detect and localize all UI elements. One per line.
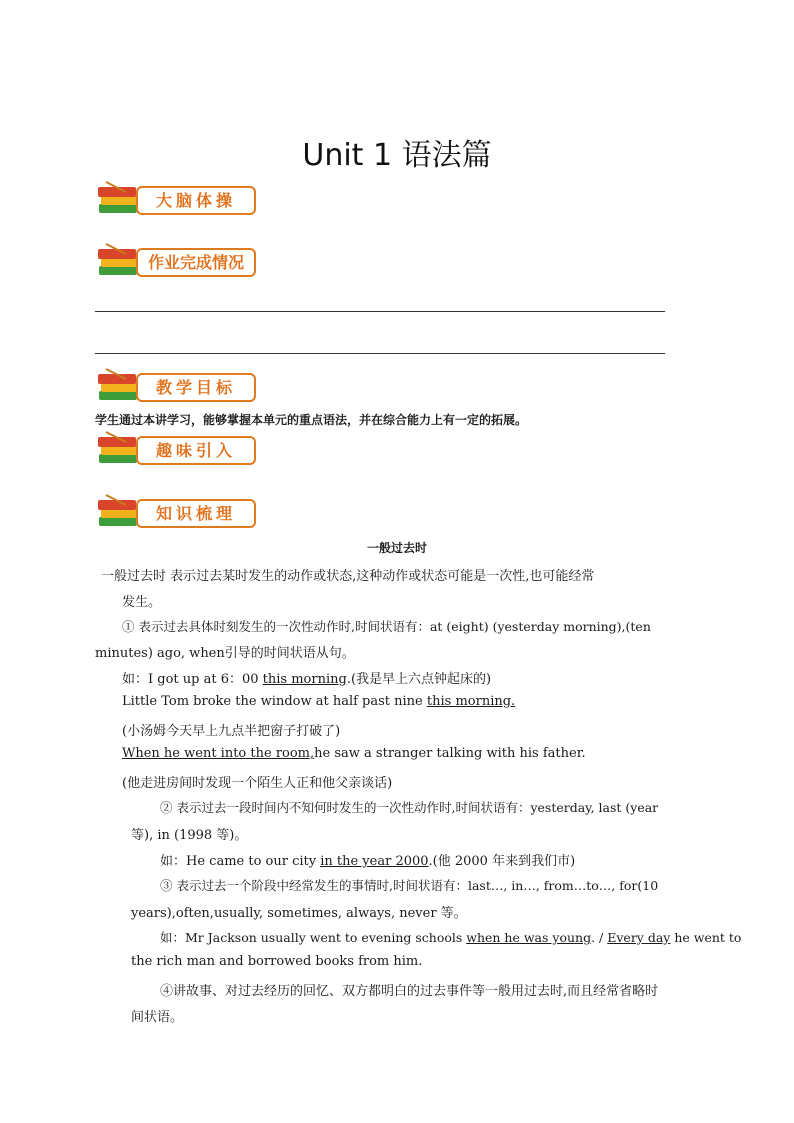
text-line: 发生。 [122,595,162,610]
text: 如：Mr Jackson usually went to evening schools [160,930,467,945]
example-line [160,850,575,869]
page-title: Unit 1 语法篇 [302,138,492,173]
badge-label: 作业完成情况 [136,248,256,277]
example-line [122,694,515,709]
text-line: (他走进房间时发现一个陌生人正和他父亲谈话) [122,776,393,791]
text-line: minutes) ago, when引导的时间状语从句。 [95,646,355,661]
text: . / [591,930,608,945]
text: he saw a stranger talking with his father. [314,746,586,761]
text-line: ② 表示过去一段时间内不知何时发生的一次性动作时,时间状语有：yesterday, last (year [160,800,659,815]
text-line: (小汤姆今天早上九点半把窗子打破了) [122,724,341,739]
answer-line-2 [95,353,665,354]
text: .(他 2000 年来到我们市) [428,854,576,869]
badge-label: 趣味引入 [136,436,256,465]
example-line [122,746,586,761]
text-line: 等), in (1998 等)。 [131,828,248,843]
text: 如：I got up at 6：00 [122,672,263,687]
badge-label: 大脑体操 [136,186,256,215]
underlined-text: this morning. [426,694,516,709]
text: 如：He came to our city [160,854,321,869]
text-line: 一般过去时 表示过去某时发生的动作或状态,这种动作或状态可能是一次性,也可能经常 [101,569,595,584]
underlined-text: Every day [607,930,671,945]
badge-knowledge [96,493,261,533]
text-line: years),often,usually, sometimes, always, never 等。 [131,906,467,921]
text: Little Tom broke the window at half past nine [122,694,427,709]
underlined-text: when he was young [466,930,592,945]
badge-label: 知识梳理 [136,499,256,528]
badge-fun-intro [96,430,261,470]
example-line [160,928,741,946]
text-line: ③ 表示过去一个阶段中经常发生的事情时,时间状语有：last…, in…, from…to…, for(10 [160,878,659,893]
underlined-text: in the year 2000 [320,854,429,869]
badge-teaching-goal [96,367,261,407]
text: .(我是早上六点钟起床的) [346,672,492,687]
badge-brain-exercise [96,180,261,220]
badge-homework [96,242,261,282]
example-line [122,668,491,687]
text-line: ④讲故事、对过去经历的回忆、双方都明白的过去事件等一般用过去时,而且经常省略时 [160,984,659,999]
badge-label: 教学目标 [136,373,256,402]
text: he went to [670,930,742,945]
text-line: the rich man and borrowed books from him. [131,954,423,969]
underlined-text: this morning [262,672,347,687]
text-line: ① 表示过去具体时刻发生的一次性动作时,时间状语有：at (eight) (yesterday morning),(ten [122,619,651,634]
section-title: 一般过去时 [366,541,427,555]
answer-line-1 [95,311,665,312]
text-line: 间状语。 [131,1010,184,1025]
underlined-text: When he went into the room, [122,746,315,761]
goal-text: 学生通过本讲学习，能够掌握本单元的重点语法，并在综合能力上有一定的拓展。 [95,413,528,427]
